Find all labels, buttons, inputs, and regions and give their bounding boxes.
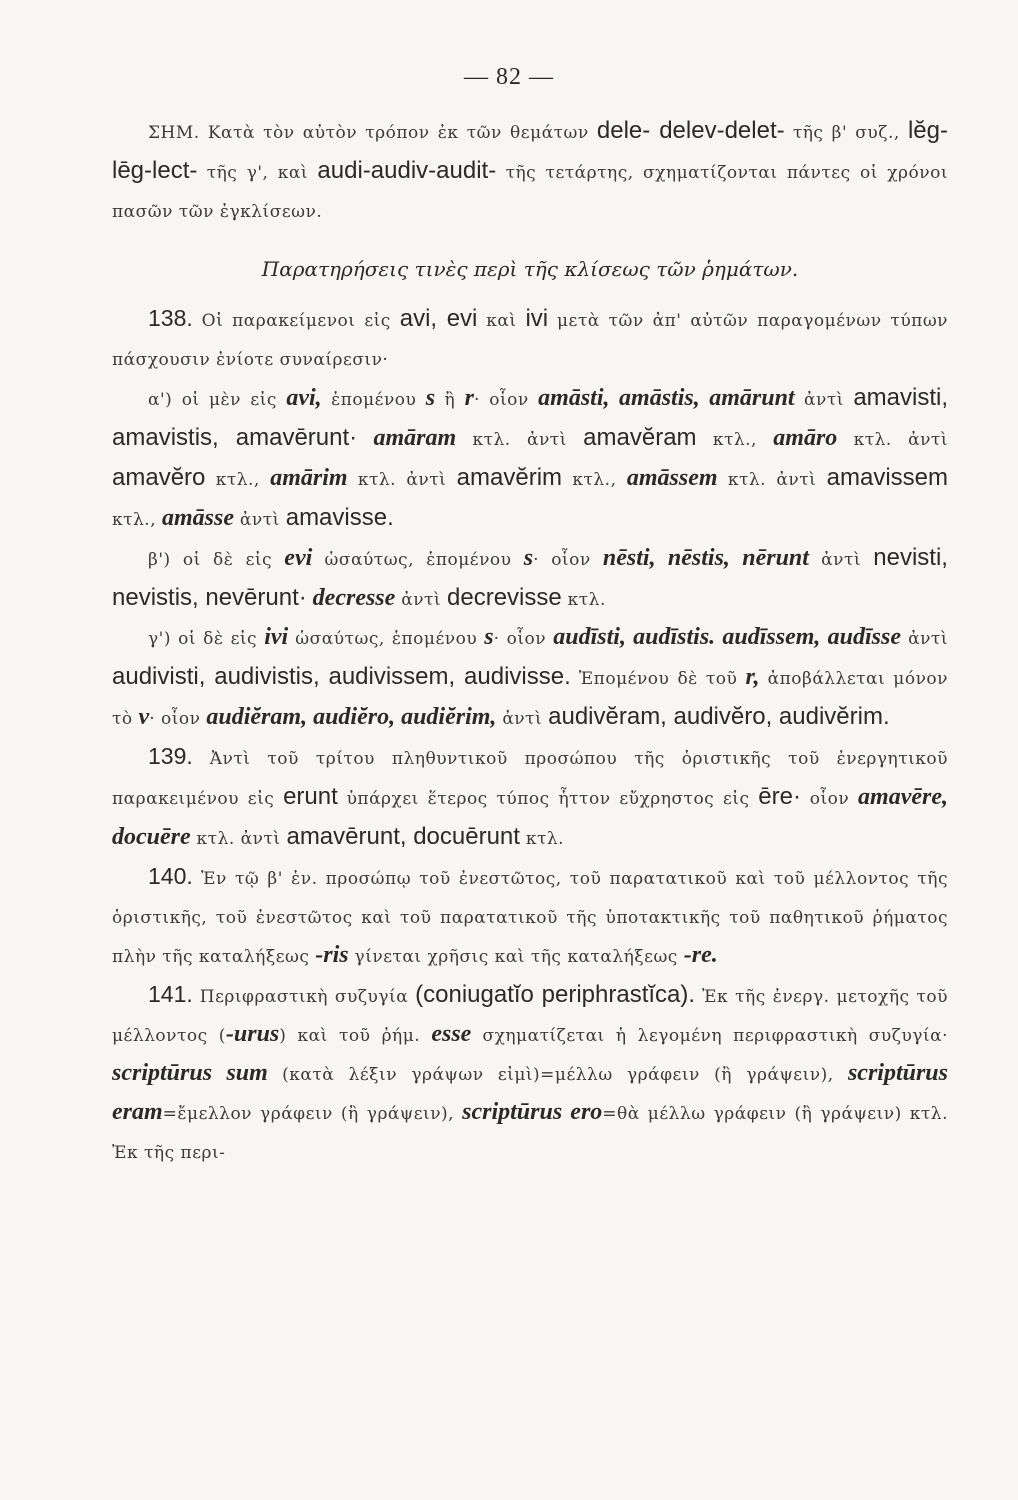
latin-italic-text: audīsti, audīstis. audīssem, audīsse xyxy=(553,624,901,650)
latin-text: ēre· xyxy=(758,783,801,810)
latin-italic-text: -re. xyxy=(683,942,718,968)
greek-text: τῆς γ', καὶ xyxy=(197,163,318,183)
greek-text: ἀντὶ xyxy=(794,390,854,410)
latin-italic-text: s xyxy=(425,385,436,411)
section-paragraph-7 xyxy=(112,976,948,1172)
greek-text: Ἐκ τῆς ἐνεργ. μετοχῆς τοῦ μέλλοντος ( xyxy=(112,987,948,1046)
latin-italic-text: s xyxy=(523,545,534,571)
greek-text: σχηματίζεται ἡ λεγομένη περιφραστικὴ συζυγία· xyxy=(471,1026,949,1046)
greek-text: β') οἱ δὲ εἰς xyxy=(148,550,285,570)
greek-text: α') οἱ μὲν εἰς xyxy=(148,390,287,410)
latin-italic-text: amāram xyxy=(373,425,457,451)
sections-list xyxy=(112,300,948,1172)
greek-text: · οἷον xyxy=(533,550,603,570)
latin-italic-text: scriptūrus eram xyxy=(112,1060,948,1125)
latin-italic-text: amāsse xyxy=(162,505,235,531)
greek-text: ἀντὶ xyxy=(900,629,948,649)
latin-text: lĕg-lēg-lect- xyxy=(112,117,948,184)
greek-text: ἀντὶ xyxy=(234,510,286,530)
greek-text: κτλ. ἀντὶ xyxy=(190,829,287,849)
latin-text: amavĕrim xyxy=(456,464,563,491)
greek-text: κτλ., xyxy=(562,470,627,490)
latin-italic-text: -urus xyxy=(225,1021,280,1047)
greek-text: ἀντὶ xyxy=(808,550,874,570)
greek-text: Οἱ παρακείμενοι εἰς xyxy=(192,311,400,331)
greek-text: κτλ. ἀντὶ xyxy=(456,430,584,450)
greek-text: οἷον xyxy=(800,789,859,809)
greek-text: κτλ., xyxy=(112,510,163,530)
page-number: — 82 — xyxy=(464,64,554,90)
greek-text: ) καὶ τοῦ ῥήμ. xyxy=(279,1026,432,1046)
greek-text: ἀντὶ xyxy=(496,709,549,729)
greek-text: καὶ xyxy=(477,311,526,331)
greek-text: ὑπάρχει ἕτερος τύπος ἧττον εὔχρηστος εἰς xyxy=(337,789,759,809)
greek-text: · οἷον xyxy=(493,629,554,649)
greek-text: ἑπομένου xyxy=(321,390,426,410)
greek-text: Ἀντὶ τοῦ τρίτου πληθυντικοῦ προσώπου τῆς ὁριστικῆς τοῦ ἐνεργητικοῦ παρακειμένου εἰς xyxy=(112,749,948,809)
latin-text: avi, evi xyxy=(399,305,478,332)
greek-text xyxy=(357,430,373,450)
latin-text: ivi xyxy=(525,305,549,332)
latin-text: amavĕro xyxy=(112,464,206,491)
greek-text: γ') οἱ δὲ εἰς xyxy=(148,629,265,649)
greek-text: κτλ. xyxy=(561,590,606,610)
greek-text: τῆς τετάρτης, σχηματίζονται πάντες οἱ χρόνοι πασῶν τῶν ἐγκλίσεων. xyxy=(112,163,948,222)
greek-text: · οἷον xyxy=(149,709,207,729)
section-number: 138. xyxy=(148,305,193,331)
greek-text: γίνεται χρῆσις καὶ τῆς καταλήξεως xyxy=(348,947,684,967)
latin-text: audi-audiv-audit- xyxy=(317,157,497,184)
greek-text: ὡσαύτως, ἑπομένου xyxy=(288,629,485,649)
greek-text: Ἐν τῷ β' ἑν. προσώπῳ τοῦ ἐνεστῶτος, τοῦ παρατατικοῦ καὶ τοῦ μέλλοντος τῆς ὁριστικῆς, τοῦ ἐνεστῶτος καὶ τοῦ παρατατικοῦ τῆς ὑποτακτικῆς τοῦ παθητικοῦ ῥήματος πλὴν τῆς καταλήξεως xyxy=(112,869,948,967)
page-body xyxy=(112,112,948,1172)
greek-text: Ἑπομένου δὲ τοῦ xyxy=(570,669,746,689)
latin-italic-text: r xyxy=(464,385,474,411)
latin-text: amavērunt, docuērunt xyxy=(286,823,520,850)
latin-italic-text: amāro xyxy=(773,425,838,451)
section-paragraph-1 xyxy=(112,300,948,379)
greek-text: ἢ xyxy=(435,390,465,410)
latin-italic-text: avi, xyxy=(286,385,322,411)
latin-text: (coniugatĭo periphrastĭca). xyxy=(415,981,696,1008)
greek-text: =θὰ μέλλω γράφειν (ἢ γράψειν) κτλ. Ἐκ τῆς περι- xyxy=(112,1104,948,1163)
intro-note xyxy=(112,112,948,231)
greek-text: μετὰ τῶν ἀπ' αὐτῶν παραγομένων τύπων πάσχουσιν ἐνίοτε συναίρεσιν· xyxy=(112,311,949,370)
latin-text: amavissem xyxy=(826,464,949,491)
section-subheading: Παρατηρήσεις τινὲς περὶ τῆς κλίσεως τῶν ῥημάτων. xyxy=(261,257,799,281)
latin-italic-text: v xyxy=(138,704,150,730)
greek-text: ἀποβάλλεται μόνον τὸ xyxy=(112,669,948,729)
greek-text: · οἷον xyxy=(473,390,539,410)
latin-italic-text: ivi xyxy=(264,624,289,650)
intro-paragraph-1 xyxy=(112,112,948,231)
section-paragraph-2 xyxy=(112,379,948,539)
greek-text: ὡσαύτως, ἑπομένου xyxy=(312,550,524,570)
latin-italic-text: esse xyxy=(431,1021,472,1047)
latin-italic-text: amāsti, amāstis, amārunt xyxy=(538,385,795,411)
latin-italic-text: amavēre, docuēre xyxy=(112,784,949,850)
section-paragraph-4 xyxy=(112,619,948,738)
latin-text: nevisti, nevistis, nevērunt· xyxy=(112,544,948,611)
latin-italic-text: -ris xyxy=(315,942,349,968)
latin-italic-text: amārim xyxy=(270,465,348,491)
greek-text: ἀντὶ xyxy=(395,590,448,610)
latin-text: dele- delev-delet- xyxy=(596,117,785,144)
greek-text: κτλ. xyxy=(519,829,565,849)
latin-text: amavĕram xyxy=(583,424,697,451)
greek-text: ΣΗΜ. Κατὰ τὸν αὐτὸν τρόπον ἐκ τῶν θεμάτων xyxy=(148,123,597,143)
latin-italic-text: scriptūrus sum xyxy=(112,1060,268,1086)
greek-text: (κατὰ λέξιν γράψων εἰμὶ)=μέλλω γράφειν (ἢ γράψειν), xyxy=(267,1065,848,1085)
section-number: 139. xyxy=(148,743,193,769)
greek-text: κτλ., xyxy=(205,470,271,490)
greek-text: κτλ., xyxy=(696,430,774,450)
greek-text: τῆς β' συζ., xyxy=(784,123,908,143)
greek-text: κτλ. ἀντὶ xyxy=(837,430,949,450)
latin-text: audivisti, audivistis, audivissem, audivisse. xyxy=(112,663,571,690)
latin-italic-text: scriptūrus ero xyxy=(462,1099,603,1125)
latin-italic-text: evi xyxy=(284,545,313,571)
section-paragraph-3 xyxy=(112,539,948,619)
latin-italic-text: audiĕram, audiĕro, audiĕrim, xyxy=(206,704,497,730)
section-number: 140. xyxy=(148,863,193,889)
latin-italic-text: amāssem xyxy=(626,465,718,491)
latin-italic-text: decresse xyxy=(312,585,396,611)
greek-text: =ἔμελλον γράφειν (ἢ γράψειν), xyxy=(162,1104,463,1124)
section-paragraph-6 xyxy=(112,858,948,976)
latin-text: audivĕram, audivĕro, audivĕrim. xyxy=(548,703,890,730)
section-paragraph-5 xyxy=(112,738,948,858)
latin-text: amavisse. xyxy=(285,504,394,531)
latin-text: amavisti, amavistis, amavērunt· xyxy=(112,384,948,451)
latin-italic-text: r, xyxy=(745,664,760,690)
latin-text: decrevisse xyxy=(447,584,562,611)
section-number: 141. xyxy=(148,981,193,1007)
greek-text: Περιφραστικὴ συζυγία xyxy=(192,987,416,1007)
greek-text: κτλ. ἀντὶ xyxy=(717,470,827,490)
greek-text: κτλ. ἀντὶ xyxy=(347,470,457,490)
latin-text: erunt xyxy=(283,783,338,810)
latin-italic-text: s xyxy=(484,624,494,650)
latin-italic-text: nēsti, nēstis, nērunt xyxy=(602,545,809,571)
